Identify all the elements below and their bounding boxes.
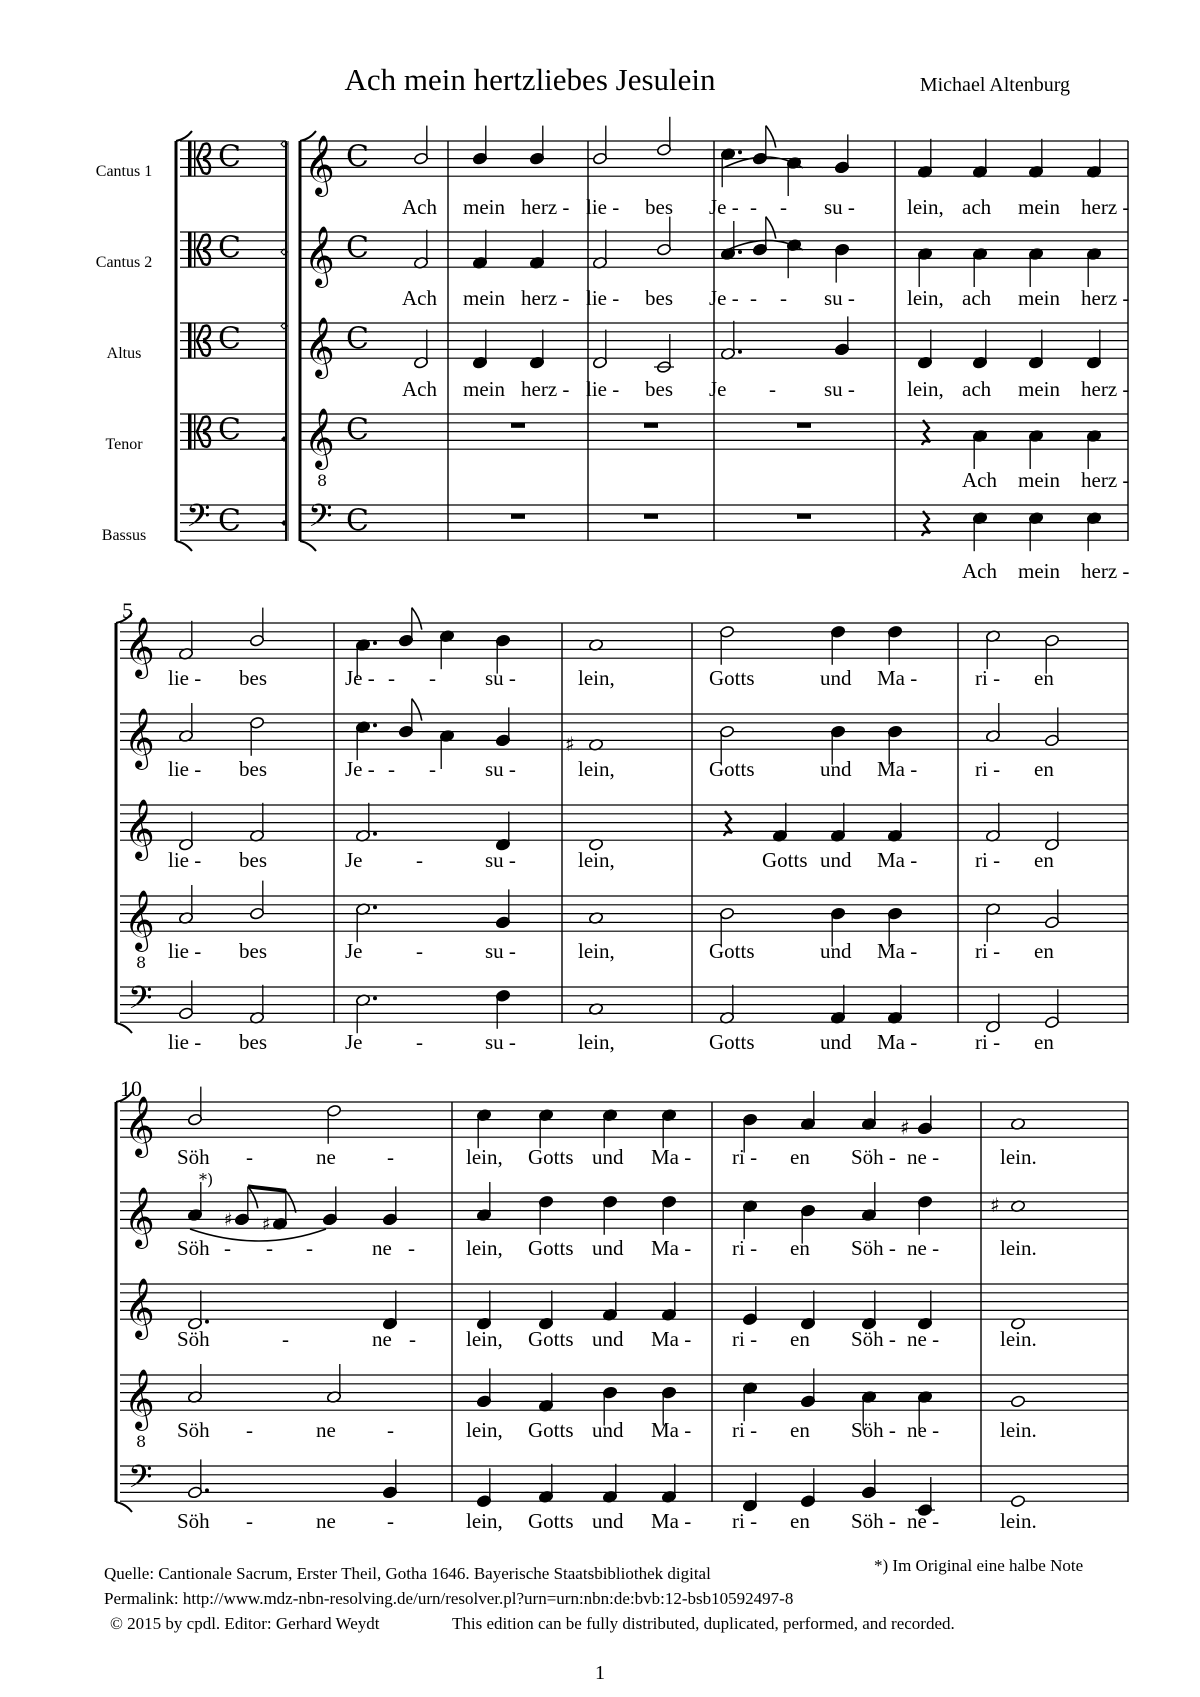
time-signature: C	[218, 503, 241, 539]
lyric-syllable: lein,	[578, 757, 615, 781]
lyric-syllable: su -	[824, 377, 855, 401]
lyric-syllable: en	[790, 1145, 810, 1169]
note	[661, 1195, 676, 1235]
note	[1010, 1495, 1025, 1508]
lyric-syllable: Ma -	[651, 1418, 692, 1442]
lyric-syllable: ne	[316, 1145, 336, 1169]
lyric-syllable: en	[1034, 848, 1054, 872]
c-clef-icon	[194, 323, 196, 358]
lyric-syllable: Ach	[402, 377, 437, 401]
lyric-syllable: Ach	[962, 559, 997, 583]
lyric-syllable: lein,	[466, 1145, 503, 1169]
lyric-syllable: ri -	[732, 1509, 758, 1533]
note	[413, 126, 428, 166]
note	[656, 217, 671, 257]
note	[1044, 889, 1059, 929]
lyric-syllable: lein.	[1000, 1509, 1037, 1533]
lyric-syllable: Gotts	[709, 1030, 755, 1054]
lyric-syllable: herz -	[521, 195, 570, 219]
lyric-syllable: ne -	[907, 1236, 940, 1260]
lyric-syllable: ri -	[732, 1418, 758, 1442]
treble-clef-icon: 𝄞	[304, 408, 335, 469]
whole-rest	[511, 423, 525, 428]
lyric-syllable: su -	[485, 848, 516, 872]
note	[476, 1468, 491, 1508]
lyric-syllable: ne -	[907, 1327, 940, 1351]
note	[476, 1368, 491, 1408]
whole-rest	[511, 514, 525, 519]
treble-clef-icon: 𝄞	[124, 1278, 155, 1339]
sharp-icon: ♯	[900, 1115, 910, 1140]
time-signature: C	[346, 503, 369, 539]
lyric-syllable: und	[592, 1236, 624, 1260]
note	[322, 1186, 337, 1226]
c-clef-icon	[188, 232, 192, 267]
flag	[766, 217, 776, 239]
lyric-syllable: Ach	[962, 468, 997, 492]
whole-rest	[797, 423, 811, 428]
lyric-syllable: en	[1034, 757, 1054, 781]
permalink-line: Permalink: http://www.mdz-nbn-resolving.de/urn/resolver.pl?urn=urn:nbn:de:bvb:12-bsb10592497-8	[104, 1589, 794, 1608]
measure-number-10: 10	[120, 1076, 142, 1101]
lyric-syllable: Söh	[177, 1418, 210, 1442]
lyric-syllable: herz -	[1081, 559, 1130, 583]
lyric-syllable: -	[409, 1327, 416, 1351]
lyric-syllable: ri -	[975, 757, 1001, 781]
lyric-syllable: -	[750, 286, 757, 310]
note	[887, 625, 902, 665]
lyric-syllable: lein,	[466, 1236, 503, 1260]
lyric-syllable: Ma -	[877, 757, 918, 781]
measure-number-5: 5	[122, 598, 133, 623]
lyric-syllable: Je -	[345, 666, 375, 690]
lyric-syllable: und	[592, 1145, 624, 1169]
lyric-syllable: Söh -	[851, 1145, 896, 1169]
time-signature: C	[218, 321, 241, 357]
note	[187, 1087, 202, 1127]
lyric-syllable: en	[1034, 1030, 1054, 1054]
lyric-syllable: -	[388, 757, 395, 781]
lyric-syllable: mein	[1018, 195, 1060, 219]
lyric-syllable: -	[387, 1509, 394, 1533]
lyric-syllable: -	[408, 1236, 415, 1260]
lyric-syllable: en	[790, 1236, 810, 1260]
lyric-syllable: ri -	[975, 666, 1001, 690]
bass-clef-icon: 𝄢	[128, 979, 153, 1024]
dot	[373, 832, 377, 836]
lyric-syllable: lein,	[907, 377, 944, 401]
note	[834, 316, 849, 356]
time-signature: C	[218, 412, 241, 448]
notehead	[1010, 1495, 1025, 1508]
lyric-syllable: und	[820, 757, 852, 781]
lyric-syllable: bes	[645, 286, 673, 310]
note	[249, 608, 264, 648]
lyric-syllable: lein,	[578, 1030, 615, 1054]
lyric-syllable: Söh -	[851, 1236, 896, 1260]
time-signature: C	[346, 139, 369, 175]
lyric-syllable: lie -	[168, 666, 202, 690]
lyric-syllable: -	[750, 195, 757, 219]
lyric-syllable: herz -	[1081, 377, 1130, 401]
lyric-syllable: -	[429, 666, 436, 690]
note	[495, 989, 510, 1029]
note	[592, 126, 607, 166]
dot	[738, 350, 742, 354]
lyric-syllable: -	[224, 1236, 231, 1260]
lyric-syllable: lie -	[168, 757, 202, 781]
lyric-syllable: -	[780, 195, 787, 219]
lyric-syllable: lein,	[466, 1418, 503, 1442]
note	[495, 707, 510, 747]
lyric-syllable: Söh	[177, 1236, 210, 1260]
lyric-syllable: herz -	[1081, 195, 1130, 219]
lyric-syllable: herz -	[521, 377, 570, 401]
treble-clef-icon: 𝄞	[124, 799, 155, 860]
lyric-syllable: -	[780, 286, 787, 310]
lyric-syllable: Gotts	[709, 939, 755, 963]
lyric-syllable: ne	[316, 1418, 336, 1442]
lyric-syllable: su -	[824, 195, 855, 219]
footnote: *) Im Original eine halbe Note	[874, 1556, 1084, 1575]
treble-clef-icon: 𝄞	[304, 135, 335, 196]
bass-clef-icon: 𝄢	[186, 497, 211, 542]
lyric-syllable: Je	[345, 1030, 363, 1054]
source-line: Quelle: Cantionale Sacrum, Erster Theil, Gotha 1646. Bayerische Staatsbibliothek digital	[104, 1564, 711, 1583]
lyric-syllable: lein,	[907, 195, 944, 219]
treble-clef-icon: 𝄞	[124, 1369, 155, 1430]
whole-rest	[644, 514, 658, 519]
lyric-syllable: -	[769, 377, 776, 401]
lyric-syllable: Söh -	[851, 1418, 896, 1442]
lyric-syllable: Söh	[177, 1509, 210, 1533]
part-name-cantus-2: Cantus 2	[95, 254, 153, 271]
lyric-syllable: lie -	[168, 939, 202, 963]
lyric-syllable: Söh -	[851, 1327, 896, 1351]
note	[742, 1286, 757, 1326]
lyric-syllable: lein,	[578, 939, 615, 963]
lyric-syllable: mein	[463, 195, 505, 219]
lyric-syllable: ri -	[975, 939, 1001, 963]
lyric-syllable: Ma -	[651, 1236, 692, 1260]
part-name-altus: Altus	[106, 345, 142, 362]
note	[656, 117, 671, 157]
note	[326, 1104, 341, 1144]
license-line: This edition can be fully distributed, duplicated, performed, and recorded.	[452, 1614, 955, 1633]
page-title: Ach mein hertzliebes Jesulein	[344, 62, 716, 97]
composer-name: Michael Altenburg	[919, 74, 1070, 96]
lyric-syllable: -	[246, 1509, 253, 1533]
lyric-syllable: mein	[1018, 559, 1060, 583]
quarter-rest	[724, 811, 732, 836]
time-signature: C	[346, 230, 369, 266]
lyric-syllable: ne	[372, 1236, 392, 1260]
dot	[373, 723, 377, 727]
lyric-syllable: lie -	[168, 1030, 202, 1054]
lyric-syllable: -	[416, 939, 423, 963]
note	[529, 126, 544, 166]
flag	[766, 126, 776, 148]
lyric-syllable: Ma -	[651, 1145, 692, 1169]
treble-clef-icon: 𝄞	[124, 890, 155, 951]
dot	[738, 250, 742, 254]
lyric-syllable: herz -	[1081, 468, 1130, 492]
note	[382, 1459, 397, 1499]
lyric-syllable: lie -	[586, 286, 620, 310]
note	[249, 716, 264, 756]
c-clef-icon	[188, 323, 192, 358]
whole-rest	[797, 514, 811, 519]
lyric-syllable: ach	[962, 286, 992, 310]
flag	[412, 699, 422, 721]
treble-clef-icon: 𝄞	[124, 708, 155, 769]
quarter-rest	[922, 420, 930, 445]
lyric-syllable: lein,	[578, 666, 615, 690]
c-clef-icon	[188, 141, 192, 176]
dot	[205, 1488, 209, 1492]
lyric-syllable: lie -	[168, 848, 202, 872]
lyric-syllable: bes	[239, 757, 267, 781]
sharp-icon: ♯	[224, 1209, 233, 1231]
lyric-syllable: Je	[709, 377, 727, 401]
treble-clef-icon: 𝄞	[124, 617, 155, 678]
lyric-syllable: -	[282, 1327, 289, 1351]
lyric-syllable: mein	[463, 377, 505, 401]
page-number: 1	[595, 1662, 605, 1684]
lyric-syllable: Je -	[345, 757, 375, 781]
lyric-syllable: -	[266, 1236, 273, 1260]
lyric-syllable: en	[790, 1327, 810, 1351]
lyric-syllable: en	[1034, 666, 1054, 690]
note	[861, 1459, 876, 1499]
lyric-syllable: Je -	[709, 195, 739, 219]
lyric-syllable: Gotts	[709, 757, 755, 781]
note	[719, 625, 734, 665]
lyric-syllable: ne	[316, 1509, 336, 1533]
part-name-cantus-1: Cantus 1	[95, 163, 153, 180]
lyric-syllable: Je	[345, 939, 363, 963]
lyric-syllable: Gotts	[709, 666, 755, 690]
lyric-syllable: bes	[239, 1030, 267, 1054]
time-signature: C	[346, 321, 369, 357]
lyric-syllable: Ach	[402, 195, 437, 219]
lyric-syllable: -	[246, 1418, 253, 1442]
lyric-syllable: herz -	[1081, 286, 1130, 310]
note	[1010, 1395, 1025, 1408]
time-signature: C	[218, 230, 241, 266]
lyric-syllable: Je	[345, 848, 363, 872]
lyric-syllable: lie -	[586, 377, 620, 401]
note	[472, 126, 487, 166]
c-clef-icon	[194, 141, 196, 176]
lyric-syllable: Ma -	[877, 939, 918, 963]
lyric-syllable: und	[820, 848, 852, 872]
bass-clef-icon: 𝄢	[308, 497, 333, 542]
lyric-syllable: bes	[239, 848, 267, 872]
lyric-syllable: Gotts	[528, 1509, 574, 1533]
beam	[248, 1186, 286, 1190]
lyric-syllable: Söh	[177, 1145, 210, 1169]
lyric-syllable: Ma -	[651, 1509, 692, 1533]
lyric-syllable: Je -	[709, 286, 739, 310]
lyric-syllable: ach	[962, 195, 992, 219]
note	[602, 1195, 617, 1235]
whole-rest	[644, 423, 658, 428]
lyric-syllable: ri -	[732, 1236, 758, 1260]
note	[178, 980, 193, 1020]
treble-clef-icon: 𝄞	[304, 317, 335, 378]
note	[917, 1195, 932, 1235]
dot	[373, 996, 377, 1000]
lyric-syllable: ri -	[975, 848, 1001, 872]
lyric-syllable: su -	[485, 757, 516, 781]
time-signature: C	[218, 139, 241, 175]
lyric-syllable: en	[1034, 939, 1054, 963]
lyric-syllable: su -	[824, 286, 855, 310]
dot	[738, 150, 742, 154]
lyric-syllable: ne -	[907, 1509, 940, 1533]
lyric-syllable: Ach	[402, 286, 437, 310]
lyric-syllable: lein,	[466, 1327, 503, 1351]
lyric-syllable: ri -	[732, 1145, 758, 1169]
flag	[412, 608, 422, 630]
time-signature: C	[346, 412, 369, 448]
note	[249, 881, 264, 921]
lyric-syllable: mein	[1018, 468, 1060, 492]
part-name-tenor: Tenor	[105, 436, 143, 453]
note	[382, 1186, 397, 1226]
lyric-syllable: lein.	[1000, 1418, 1037, 1442]
lyric-syllable: su -	[485, 666, 516, 690]
lyric-syllable: Söh	[177, 1327, 210, 1351]
lyric-syllable: -	[429, 757, 436, 781]
octave-marker: 8	[136, 1432, 147, 1452]
lyric-syllable: -	[387, 1145, 394, 1169]
lyric-syllable: ne	[372, 1327, 392, 1351]
note	[1044, 989, 1059, 1029]
lyric-syllable: -	[387, 1418, 394, 1442]
lyric-syllable: und	[820, 939, 852, 963]
lyric-syllable: Gotts	[528, 1145, 574, 1169]
lyric-syllable: und	[820, 666, 852, 690]
lyric-syllable: su -	[485, 939, 516, 963]
lyric-syllable: Gotts	[528, 1327, 574, 1351]
lyric-syllable: Ma -	[877, 1030, 918, 1054]
lyric-syllable: en	[790, 1509, 810, 1533]
quarter-rest	[922, 511, 930, 536]
dot	[205, 1320, 209, 1324]
sharp-icon: ♯	[565, 731, 575, 756]
lyric-syllable: Gotts	[528, 1418, 574, 1442]
flag	[248, 1186, 258, 1208]
bass-clef-icon: 𝄢	[128, 1458, 153, 1503]
lyric-syllable: -	[388, 666, 395, 690]
lyric-syllable: lie -	[586, 195, 620, 219]
note	[1044, 707, 1059, 747]
copyright-line: © 2015 by cpdl. Editor: Gerhard Weydt	[110, 1614, 380, 1633]
lyric-syllable: und	[592, 1327, 624, 1351]
lyric-syllable: lein.	[1000, 1145, 1037, 1169]
treble-clef-icon: 𝄞	[124, 1187, 155, 1248]
lyric-syllable: bes	[239, 666, 267, 690]
octave-marker: 8	[317, 471, 328, 491]
lyric-syllable: Gotts	[762, 848, 808, 872]
lyric-syllable: su -	[485, 1030, 516, 1054]
lyric-syllable: -	[246, 1145, 253, 1169]
dot	[373, 905, 377, 909]
lyric-syllable: ne -	[907, 1145, 940, 1169]
octave-marker: 8	[136, 953, 147, 973]
lyric-syllable: lein.	[1000, 1236, 1037, 1260]
lyric-syllable: mein	[1018, 377, 1060, 401]
dot	[373, 641, 377, 645]
lyric-syllable: Söh -	[851, 1509, 896, 1533]
lyric-syllable: lein.	[1000, 1327, 1037, 1351]
lyric-syllable: lein,	[466, 1509, 503, 1533]
lyric-syllable: mein	[1018, 286, 1060, 310]
lyric-syllable: -	[306, 1236, 313, 1260]
lyric-syllable: Ma -	[877, 666, 918, 690]
c-clef-icon	[188, 414, 192, 449]
c-clef-icon	[194, 414, 196, 449]
lyric-syllable: bes	[239, 939, 267, 963]
lyric-syllable: lein,	[578, 848, 615, 872]
lyric-syllable: bes	[645, 377, 673, 401]
note	[495, 889, 510, 929]
part-name-bassus: Bassus	[101, 527, 147, 544]
note	[538, 1195, 553, 1235]
lyric-syllable: ach	[962, 377, 992, 401]
c-clef-icon	[194, 232, 196, 267]
lyric-syllable: ri -	[975, 1030, 1001, 1054]
lyric-syllable: Gotts	[528, 1236, 574, 1260]
lyric-syllable: herz -	[521, 286, 570, 310]
note	[800, 1368, 815, 1408]
treble-clef-icon: 𝄞	[124, 1096, 155, 1157]
sharp-icon: ♯	[990, 1193, 1000, 1218]
lyric-syllable: en	[790, 1418, 810, 1442]
note	[834, 134, 849, 174]
note	[830, 625, 845, 665]
notehead	[1010, 1395, 1025, 1408]
lyric-syllable: lein,	[907, 286, 944, 310]
note	[917, 1095, 932, 1135]
annotation-mark: *)	[199, 1170, 214, 1189]
lyric-syllable: ri -	[732, 1327, 758, 1351]
treble-clef-icon: 𝄞	[304, 226, 335, 287]
note	[834, 243, 849, 283]
sharp-icon: ♯	[262, 1213, 271, 1235]
lyric-syllable: bes	[645, 195, 673, 219]
lyric-syllable: Ma -	[651, 1327, 692, 1351]
note	[800, 1468, 815, 1508]
lyric-syllable: und	[592, 1418, 624, 1442]
lyric-syllable: -	[416, 848, 423, 872]
lyric-syllable: und	[820, 1030, 852, 1054]
lyric-syllable: -	[416, 1030, 423, 1054]
lyric-syllable: mein	[463, 286, 505, 310]
lyric-syllable: und	[592, 1509, 624, 1533]
lyric-syllable: ne -	[907, 1418, 940, 1442]
lyric-syllable: Ma -	[877, 848, 918, 872]
